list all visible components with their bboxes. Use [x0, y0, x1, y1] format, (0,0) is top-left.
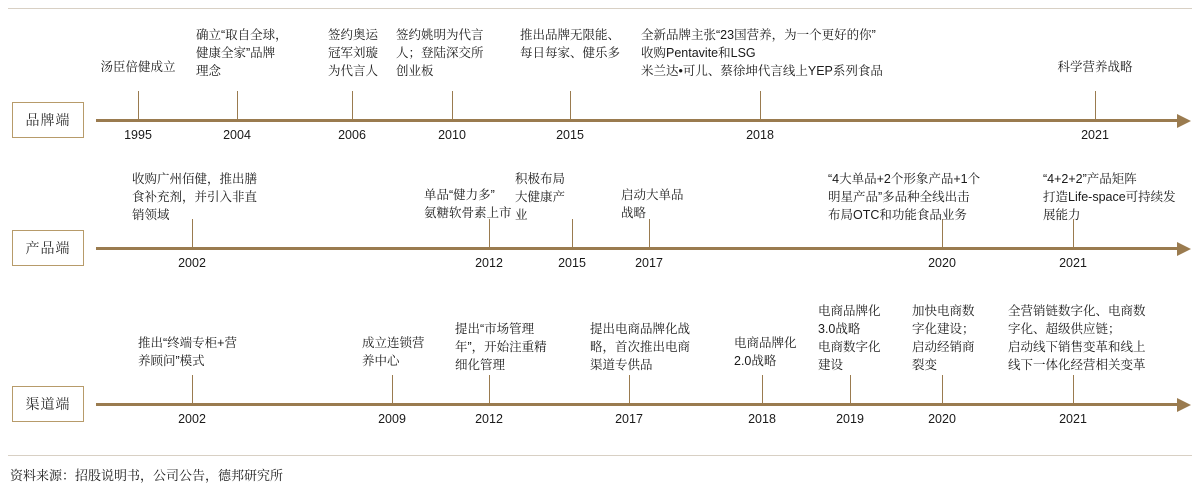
tick-channel-2017	[629, 375, 630, 403]
row-label-product: 产品端	[12, 230, 84, 266]
timeline-row-channel	[0, 290, 1200, 440]
event-channel-1: 推出“终端专柜+营 养顾问”模式	[138, 336, 237, 369]
event-brand-6: 全新品牌主张“23国营养，为一个更好的你” 收购Pentavite和LSG 米兰达•可儿、蔡徐坤代言线上YEP系列食品	[641, 28, 883, 79]
event-channel-6: 电商品牌化 3.0战略 电商数字化 建设	[818, 304, 881, 373]
row-label-channel: 渠道端	[12, 386, 84, 422]
event-channel-4: 提出电商品牌化战 略，首次推出电商 渠道专供品	[590, 322, 691, 373]
tick-channel-2021	[1073, 375, 1074, 403]
tick-label-channel-2012: 2012	[475, 412, 503, 426]
tick-label-product-2002: 2002	[178, 256, 206, 270]
source-note: 资料来源：招股说明书，公司公告，德邦研究所	[10, 468, 284, 483]
tick-label-brand-2015: 2015	[556, 128, 584, 142]
tick-brand-2010	[452, 91, 453, 119]
tick-label-product-2020: 2020	[928, 256, 956, 270]
tick-brand-2015	[570, 91, 571, 119]
tick-label-product-2021: 2021	[1059, 256, 1087, 270]
event-channel-8: 全营销链数字化、电商数 字化、超级供应链； 启动线下销售变革和线上 线下一体化经营相关变革	[1008, 304, 1146, 373]
event-product-1: 收购广州佰健，推出膳 食补充剂，并引入非直 销领域	[132, 172, 258, 223]
tick-label-brand-1995: 1995	[124, 128, 152, 142]
tick-label-product-2015: 2015	[558, 256, 586, 270]
event-brand-5: 推出品牌无限能、 每日每家、健乐多	[520, 28, 621, 61]
tick-label-product-2012: 2012	[475, 256, 503, 270]
bottom-divider	[8, 455, 1192, 456]
tick-label-brand-2021: 2021	[1081, 128, 1109, 142]
event-channel-3: 提出“市场管理 年”，开始注重精 细化管理	[455, 322, 547, 373]
tick-label-product-2017: 2017	[635, 256, 663, 270]
tick-label-brand-2018: 2018	[746, 128, 774, 142]
tick-brand-2018	[760, 91, 761, 119]
tick-brand-2004	[237, 91, 238, 119]
event-brand-1: 汤臣倍健成立	[100, 60, 176, 74]
tick-brand-1995	[138, 91, 139, 119]
tick-label-brand-2006: 2006	[338, 128, 366, 142]
tick-label-channel-2017: 2017	[615, 412, 643, 426]
tick-label-channel-2009: 2009	[378, 412, 406, 426]
tick-channel-2018	[762, 375, 763, 403]
tick-label-channel-2020: 2020	[928, 412, 956, 426]
event-channel-2: 成立连锁营 养中心	[362, 336, 425, 369]
axis-product	[96, 247, 1178, 250]
event-channel-7: 加快电商数 字化建设； 启动经销商 裂变	[912, 304, 975, 373]
tick-product-2012	[489, 219, 490, 247]
top-divider	[8, 8, 1192, 9]
tick-label-channel-2018: 2018	[748, 412, 776, 426]
event-product-5: “4大单品+2个形象产品+1个 明星产品”多品种全线出击 布局OTC和功能食品业务	[828, 172, 981, 223]
axis-channel	[96, 403, 1178, 406]
tick-label-brand-2010: 2010	[438, 128, 466, 142]
event-product-6: “4+2+2”产品矩阵 打造Life-space可持续发 展能力	[1043, 172, 1176, 223]
tick-label-brand-2004: 2004	[223, 128, 251, 142]
tick-channel-2012	[489, 375, 490, 403]
tick-label-channel-2021: 2021	[1059, 412, 1087, 426]
timeline-row-brand	[0, 18, 1200, 153]
tick-channel-2020	[942, 375, 943, 403]
tick-channel-2009	[392, 375, 393, 403]
event-channel-5: 电商品牌化 2.0战略	[734, 336, 797, 369]
tick-label-channel-2019: 2019	[836, 412, 864, 426]
tick-product-2017	[649, 219, 650, 247]
tick-brand-2021	[1095, 91, 1096, 119]
event-product-2: 单品“健力多” 氨糖软骨素上市	[424, 188, 512, 221]
axis-brand	[96, 119, 1178, 122]
timeline-row-product	[0, 158, 1200, 288]
tick-label-channel-2002: 2002	[178, 412, 206, 426]
event-brand-2: 确立“取自全球， 健康全家”品牌 理念	[196, 28, 288, 79]
event-product-4: 启动大单品 战略	[621, 188, 684, 221]
event-brand-3: 签约奥运 冠军刘璇 为代言人	[328, 28, 379, 79]
tick-channel-2019	[850, 375, 851, 403]
row-label-brand: 品牌端	[12, 102, 84, 138]
tick-brand-2006	[352, 91, 353, 119]
event-brand-7: 科学营养战略	[1057, 60, 1133, 74]
tick-channel-2002	[192, 375, 193, 403]
event-product-3: 积极布局 大健康产 业	[515, 172, 566, 223]
event-brand-4: 签约姚明为代言 人；登陆深交所 创业板	[396, 28, 484, 79]
